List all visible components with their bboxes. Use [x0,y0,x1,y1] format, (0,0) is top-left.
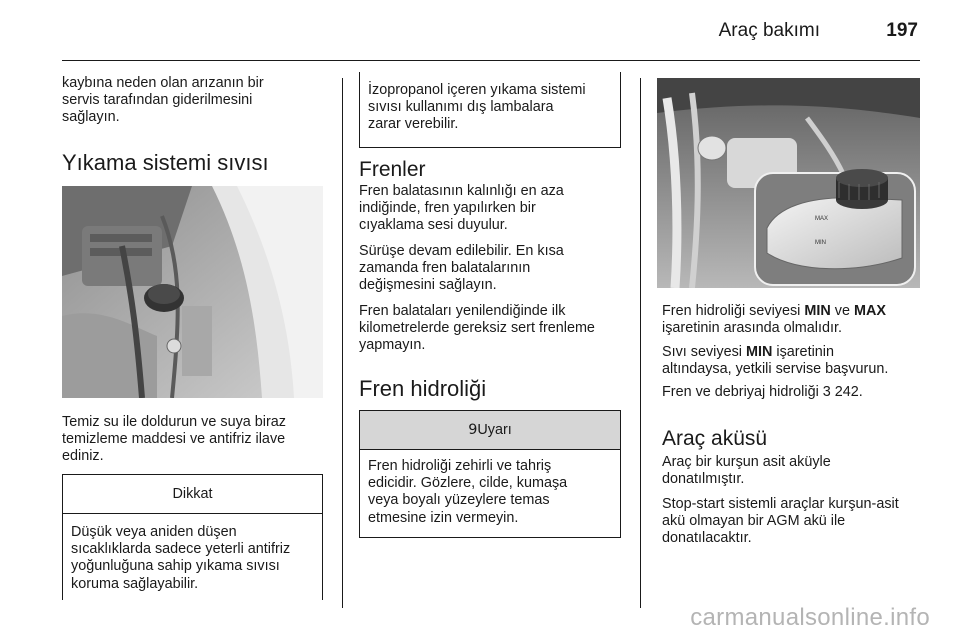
warning-box [359,410,621,538]
washer-fluid-photo [62,186,323,398]
fluid-level-paragraph: Fren hidroliği seviyesi MIN ve MAX işaretinin arasında olmalıdır. [662,303,886,337]
fill-instructions: Temiz su ile doldurun ve suya biraz temizleme maddesi ve antifriz ilave ediniz. [62,414,286,465]
caution-title: Dikkat [63,475,322,514]
watermark: carmanualsonline.info [690,604,930,631]
page-number: 197 [886,20,918,41]
min-mark-label: MIN [815,240,826,246]
washer-fluid-heading: Yıkama sistemi sıvısı [62,150,269,175]
low-level-paragraph: Sıvı seviyesi MIN işaretinin altındaysa, yetkili servise başvurun. [662,344,889,378]
caution-continued-text: İzopropanol içeren yıkama sistemi sıvısı kullanımı dış lambalara zarar verebilir. [368,82,586,133]
warning-triangle-icon: 9 [468,422,478,438]
caution-box [62,474,323,600]
column-divider-1 [342,78,343,608]
battery-paragraph-1: Araç bir kurşun asit aküyle donatılmıştır. [662,454,831,488]
warning-title: 9Uyarı [360,411,620,450]
brakes-paragraph-2: Sürüşe devam edilebilir. En kısa zamanda fren balatalarının değişmesini sağlayın. [359,243,564,294]
page-reference-icon: 3 [822,384,831,400]
battery-heading: Araç aküsü [662,427,768,450]
intro-paragraph: kaybına neden olan arızanın bir servis tarafından giderilmesini sağlayın. [62,75,264,126]
caution-box-continued [359,72,621,148]
caution-text: Düşük veya aniden düşen sıcaklıklarda sadece yeterli antifriz yoğunluğuna sahip yıkama sıvısı koruma sağlayabilir. [71,524,291,592]
brakes-paragraph-3: Fren balataları yenilendiğinde ilk kilometrelerde gereksiz sert frenleme yapmayın. [359,303,595,354]
brakes-heading: Frenler [359,158,426,181]
battery-paragraph-2: Stop-start sistemli araçlar kurşun-asit akü olmayan bir AGM akü ile donatılacaktır. [662,496,899,547]
cross-reference[interactable]: Fren ve debriyaj hidroliği 3 242. [662,384,863,400]
max-mark-label: MAX [815,216,829,222]
brake-fluid-heading: Fren hidroliği [359,376,487,401]
column-divider-2 [640,78,641,608]
header-rule [62,60,920,61]
brakes-paragraph-1: Fren balatasının kalınlığı en aza indiğinde, fren yapılırken bir cıyaklama sesi duyulur. [359,183,564,234]
warning-text: Fren hidroliği zehirli ve tahriş edicidir. Gözlere, cilde, kumaşa veya boyalı yüzeylere temas etmesine izin vermeyin. [368,458,568,526]
running-header: Araç bakımı [718,20,820,41]
brake-fluid-reservoir-photo [657,78,920,288]
